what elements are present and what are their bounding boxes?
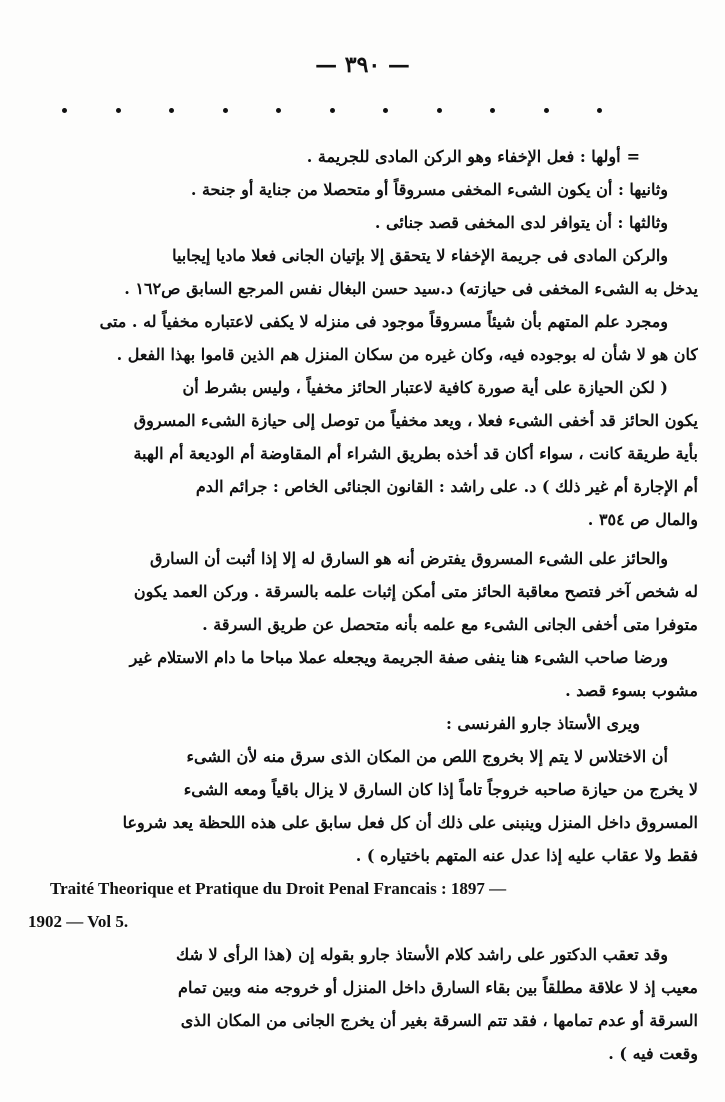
separator-dot bbox=[276, 108, 281, 113]
lines-line bbox=[28, 806, 698, 839]
separator-dot bbox=[490, 108, 495, 113]
lines-line bbox=[28, 740, 698, 773]
line-text: السرقة أو عدم تمامها ، فقد تتم السرقة بغير أن يخرج الجانى من المكان الذى bbox=[180, 1011, 698, 1030]
lines-line bbox=[28, 542, 698, 575]
line-text: والمال ص ٣٥٤ . bbox=[587, 510, 698, 529]
closing_lines-line bbox=[28, 1037, 698, 1070]
lines-line bbox=[28, 173, 698, 206]
closing_lines-line bbox=[28, 938, 698, 971]
lines-line bbox=[28, 305, 698, 338]
line-text: يكون الحائز قد أخفى الشىء فعلا ، ويعد مخفياً من توصل إلى حيازة الشىء المسروق bbox=[133, 411, 698, 430]
lines-line bbox=[28, 575, 698, 608]
line-text: كان هو لا شأن له بوجوده فيه، وكان غيره من سكان المنزل هم الذين قاموا بهذا الفعل . bbox=[116, 345, 698, 364]
line-text: يدخل به الشىء المخفى فى حيازته) د.سيد حسن البغال نفس المرجع السابق ص١٦٢ . bbox=[124, 279, 698, 298]
line-text: أم الإجارة أم غير ذلك ) د. على راشد : القانون الجنائى الخاص : جرائم الدم bbox=[195, 477, 698, 496]
line-text: والركن المادى فى جريمة الإخفاء لا يتحقق إلا بإتيان الجانى فعلا ماديا إيجابيا bbox=[172, 246, 668, 265]
closing_lines-line bbox=[28, 1004, 698, 1037]
citation-line: 1902 — Vol 5. bbox=[28, 912, 129, 931]
separator-dot bbox=[383, 108, 388, 113]
lines-line bbox=[28, 773, 698, 806]
lines-line bbox=[28, 272, 698, 305]
line-text: مشوب بسوء قصد . bbox=[565, 681, 698, 700]
separator-dots bbox=[62, 108, 602, 113]
body-text bbox=[28, 140, 698, 1070]
separator-dot bbox=[330, 108, 335, 113]
separator-dot bbox=[597, 108, 602, 113]
lines-line bbox=[28, 371, 698, 404]
separator-dot bbox=[223, 108, 228, 113]
page-number: — ٣٩٠ — bbox=[315, 52, 410, 78]
line-text: له شخص آخر فتصح معاقبة الحائز متى أمكن إثبات علمه بالسرقة . وركن العمد يكون bbox=[133, 582, 698, 601]
line-text: ويرى الأستاذ جارو الفرنسى : bbox=[445, 714, 640, 733]
line-text: ( لكن الحيازة على أية صورة كافية لاعتبار الحائز مخفياً ، وليس بشرط أن bbox=[182, 378, 668, 397]
separator-dot bbox=[116, 108, 121, 113]
line-text: وثالثها : أن يتوافر لدى المخفى قصد جنائى . bbox=[374, 213, 668, 232]
lines-line bbox=[28, 608, 698, 641]
lines-line bbox=[28, 674, 698, 707]
line-text: بأية طريقة كانت ، سواء أكان قد أخذه بطريق الشراء أم المقاوضة أم الوديعة أم الهبة bbox=[133, 444, 698, 463]
line-text: وثانيها : أن يكون الشىء المخفى مسروقاً أو متحصلا من جناية أو جنحة . bbox=[190, 180, 668, 199]
lines-line bbox=[28, 707, 698, 740]
list-marker: = bbox=[626, 147, 640, 166]
line-text: لا يخرج من حيازة صاحبه خروجاً تاماً إذا كان السارق لا يزال باقياً ومعه الشىء bbox=[183, 780, 698, 799]
separator-dot bbox=[62, 108, 67, 113]
lines-line bbox=[28, 404, 698, 437]
separator-dot bbox=[544, 108, 549, 113]
closing_lines-line bbox=[28, 971, 698, 1004]
line-text: متوفرا متى أخفى الجانى الشىء مع علمه بأنه متحصل عن طريق السرقة . bbox=[202, 615, 698, 634]
lines-line bbox=[28, 239, 698, 272]
citation-line: Traité Theorique et Pratique du Droit Penal Francais : 1897 — bbox=[50, 879, 507, 898]
line-text: المسروق داخل المنزل وينبنى على ذلك أن كل فعل سابق على هذه اللحظة يعد شروعا bbox=[122, 813, 698, 832]
lines-line bbox=[28, 503, 698, 536]
line-text: ومجرد علم المتهم بأن شيئاً مسروقاً موجود فى منزله لا يكفى لاعتباره مخفياً له . متى bbox=[99, 312, 668, 331]
separator-dot bbox=[437, 108, 442, 113]
lines-line bbox=[28, 140, 698, 173]
line-text: ورضا صاحب الشىء هنا ينفى صفة الجريمة ويجعله عملا مباحا ما دام الاستلام غير bbox=[129, 648, 668, 667]
lines-line bbox=[28, 206, 698, 239]
lines-line bbox=[28, 641, 698, 674]
lines-line bbox=[28, 470, 698, 503]
line-text: أن الاختلاس لا يتم إلا بخروج اللص من المكان الذى سرق منه لأن الشىء bbox=[186, 747, 668, 766]
lines-line bbox=[28, 839, 698, 872]
line-text: والحائز على الشىء المسروق يفترض أنه هو السارق له إلا إذا أثبت أن السارق bbox=[149, 549, 668, 568]
separator-dot bbox=[169, 108, 174, 113]
lines-line bbox=[28, 338, 698, 371]
line-text: معيب إذ لا علاقة مطلقاً بين بقاء السارق داخل المنزل أو خروجه منه وبين تمام bbox=[178, 978, 698, 997]
line-text: وقعت فيه ) . bbox=[608, 1044, 698, 1063]
lines-line bbox=[28, 437, 698, 470]
line-text: وقد تعقب الدكتور على راشد كلام الأستاذ جارو بقوله إن (هذا الرأى لا شك bbox=[175, 945, 668, 964]
line-text: فقط ولا عقاب عليه إذا عدل عنه المتهم باختياره ) . bbox=[355, 846, 698, 865]
line-text: أولها : فعل الإخفاء وهو الركن المادى للجريمة . bbox=[306, 147, 621, 166]
